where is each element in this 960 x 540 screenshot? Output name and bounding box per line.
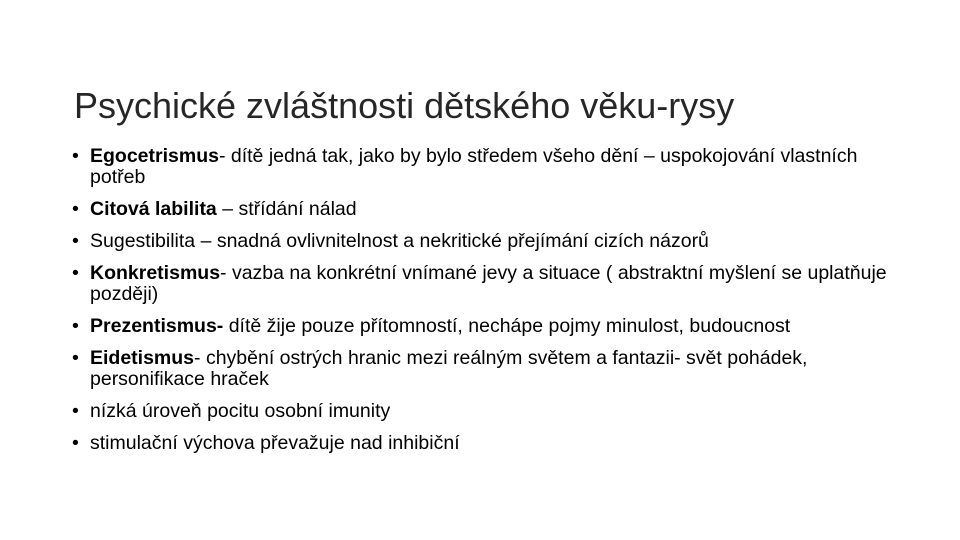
list-item [72, 146, 892, 188]
bullet-dot-icon: • [72, 198, 79, 220]
list-item [72, 263, 892, 305]
list-item [72, 316, 892, 337]
bullet-dot-icon: • [72, 400, 79, 422]
bullet-dot-icon: • [72, 262, 79, 284]
bullet-dot-icon: • [72, 315, 79, 337]
bullet-dot-icon: • [72, 347, 79, 369]
list-item [72, 348, 892, 390]
item-text: - chybění ostrých hranic mezi reálným světem a fantazii- svět pohádek, personifikace hraček [90, 347, 808, 390]
item-text: - dítě jedná tak, jako by bylo středem všeho dění – uspokojování vlastních potřeb [90, 145, 858, 188]
item-text: - vazba na konkrétní vnímané jevy a situace ( abstraktní myšlení se uplatňuje později) [90, 262, 887, 305]
item-term: Konkretismus [90, 262, 221, 284]
list-item [72, 199, 892, 220]
item-text: dítě žije pouze přítomností, nechápe pojmy minulost, budoucnost [223, 315, 791, 337]
item-text: nízká úroveň pocitu osobní imunity [90, 400, 391, 422]
item-text: – střídání nálad [216, 198, 357, 220]
slide-title: Psychické zvláštnosti dětského věku-rysy [74, 85, 735, 127]
item-text: Sugestibilita – snadná ovlivnitelnost a nekritické přejímání cizích názorů [90, 230, 709, 252]
list-item [72, 401, 892, 422]
item-term: Citová labilita [90, 198, 217, 220]
bullet-dot-icon: • [72, 230, 79, 252]
list-item [72, 231, 892, 252]
item-term: Prezentismus- [90, 315, 224, 337]
bullet-list [72, 146, 892, 465]
item-term: Eidetismus [90, 347, 195, 369]
bullet-dot-icon: • [72, 145, 79, 167]
bullet-dot-icon: • [72, 432, 79, 454]
list-item [72, 433, 892, 454]
item-term: Egocetrismus [90, 145, 219, 167]
item-text: stimulační výchova převažuje nad inhibiční [90, 432, 460, 454]
